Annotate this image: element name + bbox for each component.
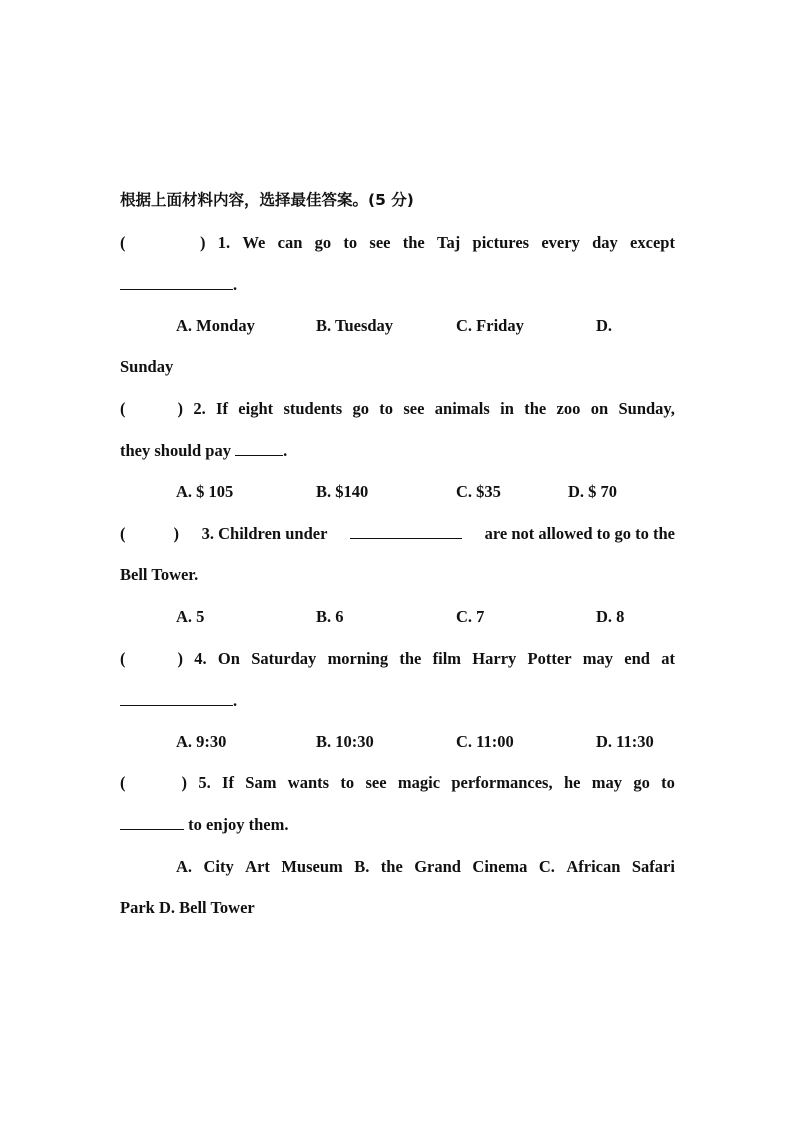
- question-2-word: eight: [238, 399, 274, 418]
- option-d[interactable]: D.: [596, 316, 613, 335]
- question-4-word: film: [432, 649, 462, 668]
- fill-blank[interactable]: [120, 691, 233, 706]
- question-4-word: the: [399, 649, 422, 668]
- question-5-option-word: B.: [354, 857, 370, 876]
- question-5-options-line-1: [176, 857, 675, 877]
- question-4-line-1: [120, 649, 675, 669]
- question-4-word: Harry: [472, 649, 517, 668]
- question-1-line-2: .: [120, 275, 675, 295]
- question-2-word: see: [403, 399, 425, 418]
- option-b[interactable]: B. 10:30: [316, 732, 374, 751]
- question-5-word: wants: [287, 773, 330, 792]
- question-1-word: every: [541, 233, 580, 252]
- question-1-word: day: [592, 233, 618, 252]
- answer-paren-open[interactable]: (: [120, 233, 126, 252]
- question-4-word: morning: [327, 649, 389, 668]
- question-2-line-1: [120, 399, 675, 419]
- question-3-line-2: Bell Tower.: [120, 565, 199, 584]
- question-1-word: can: [277, 233, 303, 252]
- question-4-word: end: [624, 649, 650, 668]
- question-1-word: pictures: [472, 233, 530, 252]
- option-a[interactable]: A. Monday: [176, 316, 255, 335]
- question-5-option-word: City: [203, 857, 234, 876]
- question-2-word: to: [379, 399, 394, 418]
- option-d-wrap: Sunday: [120, 357, 174, 376]
- question-5-option-word: Cinema: [472, 857, 528, 876]
- question-5-option-word: African: [566, 857, 621, 876]
- question-5-option-word: A.: [176, 857, 193, 876]
- question-5-word: If: [222, 773, 234, 792]
- fill-blank[interactable]: [350, 524, 462, 539]
- section-instructions: 根据上面材料内容，选择最佳答案。(5 分): [120, 191, 414, 209]
- option-c[interactable]: C. 7: [456, 607, 485, 626]
- question-5-option-word: Safari: [631, 857, 675, 876]
- question-2-word: go: [352, 399, 369, 418]
- question-4-line-2: .: [120, 691, 675, 711]
- answer-paren[interactable]: ( ): [120, 399, 183, 418]
- option-c[interactable]: C. Friday: [456, 316, 524, 335]
- option-a[interactable]: A. 9:30: [176, 732, 227, 751]
- question-5-word: to: [340, 773, 355, 792]
- question-2-word: zoo: [556, 399, 581, 418]
- question-5-word: he: [563, 773, 581, 792]
- question-5-option-word: Grand: [414, 857, 461, 876]
- fill-blank[interactable]: [235, 441, 283, 456]
- option-b[interactable]: B. 6: [316, 607, 344, 626]
- question-number: 1.: [217, 233, 231, 252]
- question-2-word: 2.: [193, 399, 206, 418]
- question-5-word: may: [591, 773, 623, 792]
- option-a[interactable]: A. 5: [176, 607, 205, 626]
- option-c[interactable]: C. $35: [456, 482, 501, 501]
- question-1-line-1: ( ) 1. We can go to see the Taj pictures every day except: [120, 233, 675, 252]
- question-5-option-word: C.: [538, 857, 555, 876]
- question-1-word: to: [343, 233, 358, 252]
- question-2-line-2: they should pay .: [120, 441, 288, 460]
- question-5-word: see: [365, 773, 387, 792]
- question-5-word: Sam: [245, 773, 277, 792]
- answer-slot-1[interactable]: [138, 233, 188, 253]
- question-4-word: 4.: [194, 649, 207, 668]
- question-2-word: Sunday,: [618, 399, 675, 418]
- question-5-word: 5.: [198, 773, 211, 792]
- option-b[interactable]: B. Tuesday: [316, 316, 394, 335]
- question-4-word: Saturday: [251, 649, 317, 668]
- question-5-option-word: Art: [245, 857, 270, 876]
- question-number: 3. Children under: [201, 524, 328, 543]
- question-5-word: performances,: [451, 773, 553, 792]
- fill-blank[interactable]: [120, 815, 184, 830]
- option-b[interactable]: B. $140: [316, 482, 369, 501]
- question-2-word: students: [283, 399, 343, 418]
- question-5-option-word: Museum: [281, 857, 343, 876]
- option-d[interactable]: D. 8: [596, 607, 625, 626]
- fill-blank[interactable]: [120, 275, 233, 290]
- question-4-word: Potter: [527, 649, 572, 668]
- question-4-word: at: [661, 649, 675, 668]
- question-5-line-1: [120, 773, 675, 793]
- question-2-word: If: [216, 399, 228, 418]
- question-2-word: in: [500, 399, 514, 418]
- question-1-word: see: [369, 233, 391, 252]
- question-2-word: on: [590, 399, 609, 418]
- question-5-word: magic: [397, 773, 441, 792]
- question-1-word: except: [630, 233, 675, 252]
- option-d[interactable]: D. 11:30: [596, 732, 654, 751]
- question-4-word: may: [582, 649, 614, 668]
- option-d[interactable]: D. $ 70: [568, 482, 618, 501]
- option-a[interactable]: A. $ 105: [176, 482, 234, 501]
- answer-paren[interactable]: ( ): [120, 773, 187, 792]
- answer-paren[interactable]: ( ): [120, 649, 183, 668]
- question-1-word: We: [242, 233, 266, 252]
- option-c[interactable]: C. 11:00: [456, 732, 514, 751]
- question-3-stem-end: are not allowed to go to the: [484, 524, 675, 543]
- answer-paren[interactable]: ( ): [120, 524, 179, 543]
- question-5-options-line-2[interactable]: Park D. Bell Tower: [120, 898, 255, 917]
- question-5-word: to: [661, 773, 675, 792]
- question-5-word: go: [633, 773, 650, 792]
- question-1-word: go: [314, 233, 332, 252]
- question-4-word: On: [217, 649, 240, 668]
- question-3-line-1: [120, 524, 675, 544]
- question-2-word: animals: [434, 399, 490, 418]
- question-2-word: the: [524, 399, 547, 418]
- question-5-option-word: the: [380, 857, 403, 876]
- question-1-word: the: [402, 233, 425, 252]
- question-1-word: Taj: [437, 233, 461, 252]
- question-5-line-2: to enjoy them.: [120, 815, 675, 835]
